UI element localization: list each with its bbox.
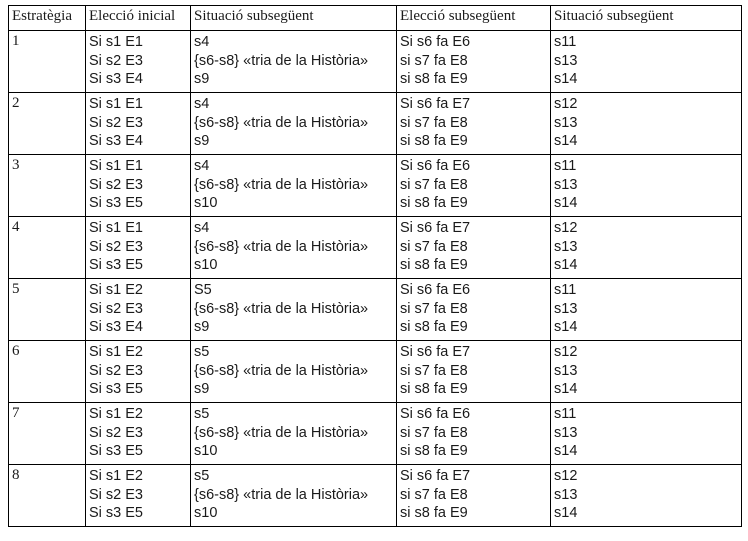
cell-line: Si s3 E5: [89, 195, 143, 211]
cell-line: Si s1 E1: [89, 34, 143, 50]
cell-line: Si s2 E3: [89, 300, 143, 317]
final-situation-cell: [551, 341, 742, 403]
final-situation-cell: [551, 93, 742, 155]
cell-line: Si s3 E5: [89, 381, 143, 397]
cell-line: s11: [554, 282, 577, 298]
cell-line: Si s2 E3: [89, 52, 143, 69]
cell-line: s11: [554, 34, 577, 50]
cell-line: Si s1 E2: [89, 468, 143, 484]
cell-line: s9: [194, 133, 210, 149]
cell-line: s14: [554, 71, 578, 87]
cell-line: Si s6 fa E6: [400, 34, 471, 50]
cell-line: Si s1 E2: [89, 406, 143, 422]
cell-line: s12: [554, 220, 578, 236]
cell-line: s5: [194, 468, 210, 484]
table-row: [9, 93, 742, 155]
cell-line: s13: [554, 486, 578, 503]
cell-line: Si s3 E5: [89, 257, 143, 273]
subsequent-choice-cell: [397, 403, 551, 465]
cell-line: s14: [554, 381, 578, 397]
cell-line: s9: [194, 319, 210, 335]
cell-line: Si s6 fa E7: [400, 220, 471, 236]
cell-line: s4: [194, 34, 210, 50]
cell-line: {s6-s8} «tria de la Història»: [194, 300, 369, 317]
strategy-number: 4: [9, 217, 86, 279]
subsequent-situation-cell: [191, 31, 397, 93]
cell-line: {s6-s8} «tria de la Història»: [194, 52, 369, 69]
cell-line: {s6-s8} «tria de la Història»: [194, 424, 369, 441]
cell-line: s14: [554, 505, 578, 521]
cell-line: si s8 fa E9: [400, 133, 468, 149]
cell-line: Si s1 E1: [89, 220, 143, 236]
cell-line: {s6-s8} «tria de la Història»: [194, 238, 369, 255]
cell-line: Si s3 E4: [89, 319, 143, 335]
cell-line: {s6-s8} «tria de la Història»: [194, 486, 369, 503]
final-situation-cell: [551, 279, 742, 341]
header-row: [9, 6, 742, 31]
cell-line: Si s2 E3: [89, 176, 143, 193]
initial-choice-cell: [86, 217, 191, 279]
cell-line: s13: [554, 424, 578, 441]
cell-line: Si s6 fa E6: [400, 158, 471, 174]
cell-line: s10: [194, 257, 218, 273]
table-row: [9, 341, 742, 403]
header-strategy: Estratègia: [9, 6, 86, 31]
cell-line: s4: [194, 220, 210, 236]
subsequent-situation-cell: [191, 465, 397, 527]
cell-line: Si s2 E3: [89, 424, 143, 441]
final-situation-cell: [551, 217, 742, 279]
cell-line: s10: [194, 195, 218, 211]
cell-line: s9: [194, 381, 210, 397]
cell-line: Si s1 E2: [89, 344, 143, 360]
cell-line: Si s2 E3: [89, 486, 143, 503]
strategy-number: 2: [9, 93, 86, 155]
cell-line: Si s6 fa E7: [400, 468, 471, 484]
table-row: [9, 465, 742, 527]
final-situation-cell: [551, 31, 742, 93]
cell-line: si s7 fa E8: [400, 176, 468, 193]
cell-line: s5: [194, 406, 210, 422]
cell-line: s13: [554, 114, 578, 131]
strategy-number: 7: [9, 403, 86, 465]
cell-line: Si s6 fa E7: [400, 344, 471, 360]
cell-line: s11: [554, 406, 577, 422]
subsequent-choice-cell: [397, 465, 551, 527]
cell-line: s12: [554, 344, 578, 360]
cell-line: Si s6 fa E7: [400, 96, 471, 112]
table-row: [9, 279, 742, 341]
cell-line: si s8 fa E9: [400, 195, 468, 211]
cell-line: si s7 fa E8: [400, 52, 468, 69]
cell-line: si s7 fa E8: [400, 486, 468, 503]
strategy-number: 1: [9, 31, 86, 93]
cell-line: s4: [194, 96, 210, 112]
initial-choice-cell: [86, 403, 191, 465]
cell-line: s9: [194, 71, 210, 87]
cell-line: Si s1 E1: [89, 158, 143, 174]
header-subsequent-situation: Situació subsegüent: [191, 6, 397, 31]
cell-line: s13: [554, 300, 578, 317]
cell-line: Si s1 E2: [89, 282, 143, 298]
final-situation-cell: [551, 403, 742, 465]
cell-line: s14: [554, 443, 578, 459]
cell-line: {s6-s8} «tria de la Història»: [194, 176, 369, 193]
initial-choice-cell: [86, 155, 191, 217]
header-subsequent-choice: Elecció subsegüent: [397, 6, 551, 31]
subsequent-situation-cell: [191, 93, 397, 155]
cell-line: Si s6 fa E6: [400, 406, 471, 422]
header-initial-choice: Elecció inicial: [86, 6, 191, 31]
initial-choice-cell: [86, 465, 191, 527]
cell-line: Si s3 E4: [89, 71, 143, 87]
cell-line: s14: [554, 319, 578, 335]
subsequent-choice-cell: [397, 155, 551, 217]
strategy-number: 6: [9, 341, 86, 403]
cell-line: si s8 fa E9: [400, 319, 468, 335]
header-subsequent-situation-2: Situació subsegüent: [551, 6, 742, 31]
cell-line: s12: [554, 96, 578, 112]
cell-line: Si s3 E5: [89, 505, 143, 521]
final-situation-cell: [551, 155, 742, 217]
subsequent-situation-cell: [191, 217, 397, 279]
cell-line: si s7 fa E8: [400, 238, 468, 255]
cell-line: s11: [554, 158, 577, 174]
subsequent-situation-cell: [191, 403, 397, 465]
final-situation-cell: [551, 465, 742, 527]
cell-line: Si s6 fa E6: [400, 282, 471, 298]
cell-line: Si s2 E3: [89, 114, 143, 131]
cell-line: si s7 fa E8: [400, 114, 468, 131]
strategy-table: [8, 5, 742, 527]
cell-line: s13: [554, 52, 578, 69]
cell-line: si s8 fa E9: [400, 71, 468, 87]
cell-line: s14: [554, 133, 578, 149]
cell-line: si s7 fa E8: [400, 424, 468, 441]
initial-choice-cell: [86, 93, 191, 155]
cell-line: {s6-s8} «tria de la Història»: [194, 114, 369, 131]
table-row: [9, 403, 742, 465]
subsequent-choice-cell: [397, 31, 551, 93]
initial-choice-cell: [86, 341, 191, 403]
initial-choice-cell: [86, 31, 191, 93]
cell-line: s13: [554, 362, 578, 379]
subsequent-choice-cell: [397, 341, 551, 403]
strategy-number: 3: [9, 155, 86, 217]
cell-line: Si s3 E4: [89, 133, 143, 149]
cell-line: Si s2 E3: [89, 362, 143, 379]
subsequent-choice-cell: [397, 279, 551, 341]
cell-line: si s7 fa E8: [400, 300, 468, 317]
cell-line: {s6-s8} «tria de la Història»: [194, 362, 369, 379]
cell-line: s5: [194, 344, 210, 360]
strategy-number: 8: [9, 465, 86, 527]
cell-line: Si s3 E5: [89, 443, 143, 459]
cell-line: si s8 fa E9: [400, 381, 468, 397]
subsequent-situation-cell: [191, 155, 397, 217]
cell-line: si s8 fa E9: [400, 257, 468, 273]
cell-line: s10: [194, 443, 218, 459]
subsequent-situation-cell: [191, 279, 397, 341]
cell-line: s14: [554, 257, 578, 273]
table-row: [9, 155, 742, 217]
cell-line: s4: [194, 158, 210, 174]
cell-line: s12: [554, 468, 578, 484]
cell-line: S5: [194, 282, 212, 298]
subsequent-situation-cell: [191, 341, 397, 403]
table-row: [9, 31, 742, 93]
cell-line: si s7 fa E8: [400, 362, 468, 379]
subsequent-choice-cell: [397, 93, 551, 155]
cell-line: si s8 fa E9: [400, 505, 468, 521]
cell-line: Si s1 E1: [89, 96, 143, 112]
cell-line: Si s2 E3: [89, 238, 143, 255]
cell-line: s14: [554, 195, 578, 211]
table-row: [9, 217, 742, 279]
cell-line: s13: [554, 238, 578, 255]
cell-line: s10: [194, 505, 218, 521]
initial-choice-cell: [86, 279, 191, 341]
strategy-number: 5: [9, 279, 86, 341]
subsequent-choice-cell: [397, 217, 551, 279]
cell-line: s13: [554, 176, 578, 193]
cell-line: si s8 fa E9: [400, 443, 468, 459]
